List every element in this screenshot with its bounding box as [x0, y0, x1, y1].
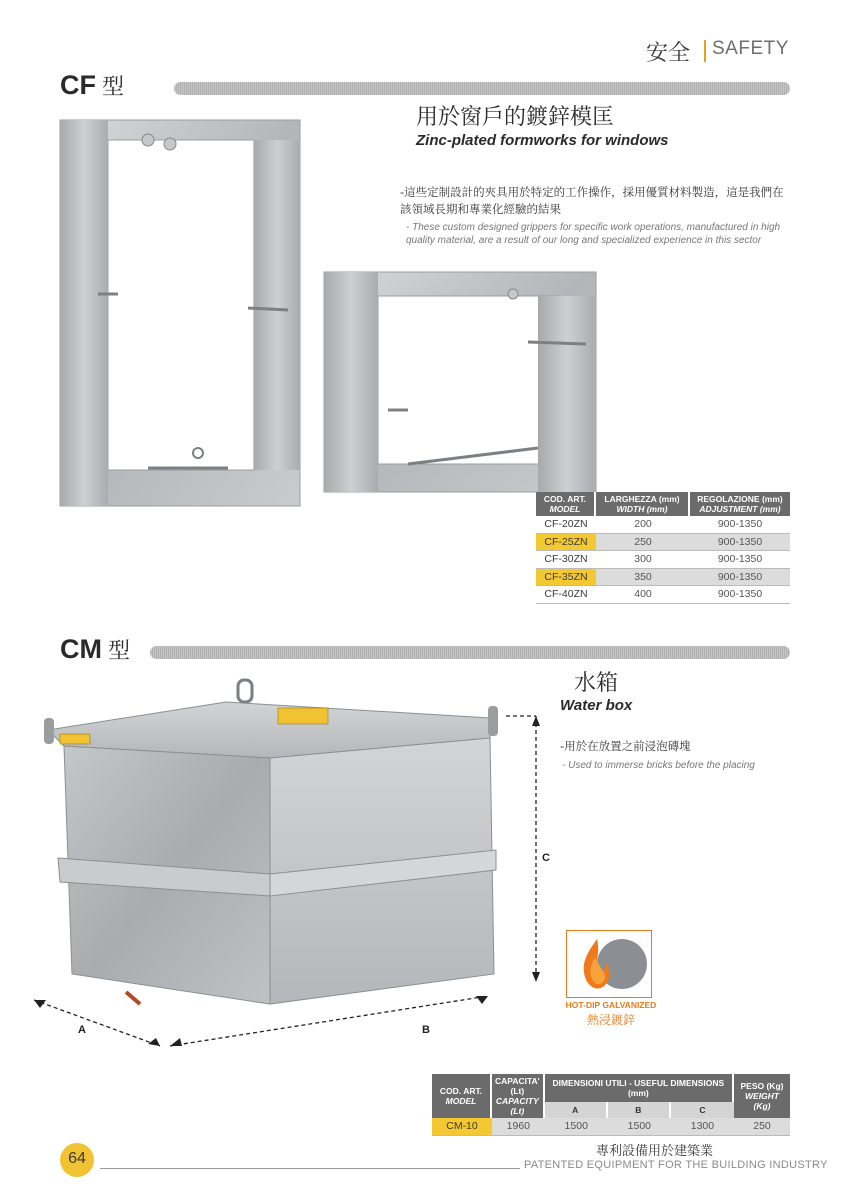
- cm-section-bar: [150, 646, 790, 659]
- cf-cell-adjustment: 900-1350: [690, 516, 790, 534]
- cf-desc-cn: -這些定制設計的夾具用於特定的工作操作，採用優質材料製造，這是我們在該領域長期和專業化經驗的結果: [400, 185, 784, 216]
- cm-cell-capacity: 1960: [492, 1118, 545, 1136]
- cf-desc-en: - These custom designed grippers for specific work operations, manufactured in high quality material, are a result of our long and specialized experience in this sector: [406, 222, 781, 246]
- header-separator: [704, 40, 706, 62]
- dim-label-b: B: [422, 1024, 430, 1036]
- footer-divider: [100, 1168, 520, 1169]
- cf-col-model: COD. ART. MODEL: [536, 492, 596, 516]
- badge-text-cn: 熱浸鍍鋅: [586, 1013, 635, 1027]
- cm-cell-dim-b: 1500: [608, 1118, 671, 1136]
- cf-cell-adjustment: 900-1350: [690, 586, 790, 604]
- table-row: [536, 569, 790, 587]
- cf-col-adjustment: REGOLAZIONE (mm) ADJUSTMENT (mm): [690, 492, 790, 516]
- cf-cell-code: CF-40ZN: [536, 586, 596, 604]
- cf-cell-adjustment: 900-1350: [690, 569, 790, 587]
- cm-cell-code: CM-10: [432, 1118, 492, 1136]
- cm-desc-cn: -用於在放置之前浸泡磚塊: [560, 739, 691, 753]
- cm-col-dimensions: DIMENSIONI UTILI - USEFUL DIMENSIONS (mm): [545, 1074, 734, 1102]
- cm-col-dim-b: B: [608, 1102, 671, 1118]
- cf-formworks-photo: [58, 118, 618, 508]
- dim-label-a: A: [78, 1024, 86, 1036]
- cm-col-dim-c: C: [671, 1102, 734, 1118]
- cm-col-dim-a: A: [545, 1102, 608, 1118]
- cm-spec-table: [432, 1074, 790, 1136]
- cf-title: CF: [60, 70, 96, 100]
- table-row: [432, 1118, 790, 1136]
- cf-title-cn: 型: [102, 74, 125, 99]
- cm-cell-dim-c: 1300: [671, 1118, 734, 1136]
- header-safety-en: SAFETY: [712, 38, 789, 59]
- cf-cell-width: 200: [596, 516, 690, 534]
- cf-cell-code: CF-30ZN: [536, 551, 596, 569]
- cf-section-title: [60, 70, 124, 101]
- cm-col-capacity: CAPACITA' (Lt) CAPACITY (Lt): [492, 1074, 545, 1118]
- cf-product-en: Zinc-plated formworks for windows: [416, 132, 669, 149]
- cm-section-title: [60, 634, 130, 665]
- cf-cell-adjustment: 900-1350: [690, 534, 790, 552]
- cf-col-width: LARGHEZZA (mm) WIDTH (mm): [596, 492, 690, 516]
- cf-cell-width: 350: [596, 569, 690, 587]
- galvanized-badge: [566, 930, 652, 998]
- flame-icon: [577, 937, 617, 993]
- dim-label-c: C: [542, 852, 550, 864]
- cf-product-cn: 用於窗戶的鍍鋅模匡: [416, 105, 615, 130]
- cm-title-cn: 型: [108, 638, 131, 663]
- header-safety-cn: 安全: [646, 41, 691, 66]
- table-row: [536, 534, 790, 552]
- cf-cell-width: 300: [596, 551, 690, 569]
- table-row: [536, 516, 790, 534]
- cm-product-en: Water box: [560, 697, 633, 714]
- cm-water-box-photo: [30, 674, 560, 1050]
- cm-desc-en: - Used to immerse bricks before the placing: [562, 760, 755, 771]
- cm-cell-dim-a: 1500: [545, 1118, 608, 1136]
- footer-tagline-en: PATENTED EQUIPMENT FOR THE BUILDING INDUSTRY: [524, 1159, 828, 1171]
- cm-cell-weight: 250: [734, 1118, 790, 1136]
- cf-cell-code: CF-35ZN: [536, 569, 596, 587]
- cf-cell-code: CF-20ZN: [536, 516, 596, 534]
- cf-cell-adjustment: 900-1350: [690, 551, 790, 569]
- cf-cell-code: CF-25ZN: [536, 534, 596, 552]
- table-row: [536, 551, 790, 569]
- table-row: [536, 586, 790, 604]
- cf-spec-table: [536, 492, 790, 604]
- cm-col-weight: PESO (Kg) WEIGHT (Kg): [734, 1074, 790, 1118]
- cf-cell-width: 400: [596, 586, 690, 604]
- cm-product-cn: 水箱: [574, 671, 619, 696]
- page-number: 64: [68, 1150, 86, 1167]
- cf-section-bar: [174, 82, 790, 95]
- cm-col-model: COD. ART. MODEL: [432, 1074, 492, 1118]
- cm-title: CM: [60, 634, 102, 664]
- badge-text-en: HOT-DIP GALVANIZED: [565, 1000, 657, 1010]
- footer-tagline-cn: 專利設備用於建築業: [596, 1144, 714, 1159]
- cf-cell-width: 250: [596, 534, 690, 552]
